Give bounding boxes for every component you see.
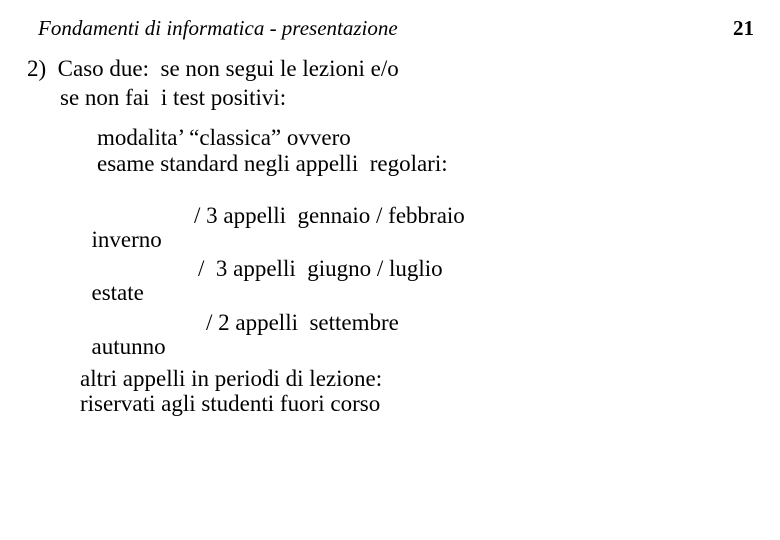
exam-mode-line-2: esame standard negli appelli regolari: [97,151,448,176]
session-season: autunno [91,334,166,359]
slide-number: 21 [733,16,754,40]
session-season: inverno [91,227,162,252]
exam-mode-line-1: modalita’ “classica” ovvero [97,125,351,150]
session-season: estate [91,280,144,305]
other-sessions-line-1: altri appelli in periodi di lezione: [80,366,383,391]
session-details: / 3 appelli giugno / luglio [198,256,443,281]
case-heading-line-1: 2) Caso due: se non segui le lezioni e/o [27,56,399,81]
case-heading-line-2: se non fai i test positivi: [60,85,287,110]
slide-title: Fondamenti di informatica - presentazione [38,16,398,40]
session-details: / 3 appelli gennaio / febbraio [194,203,465,228]
other-sessions-line-2: riservati agli studenti fuori corso [80,391,381,416]
session-details: / 2 appelli settembre [206,310,399,335]
